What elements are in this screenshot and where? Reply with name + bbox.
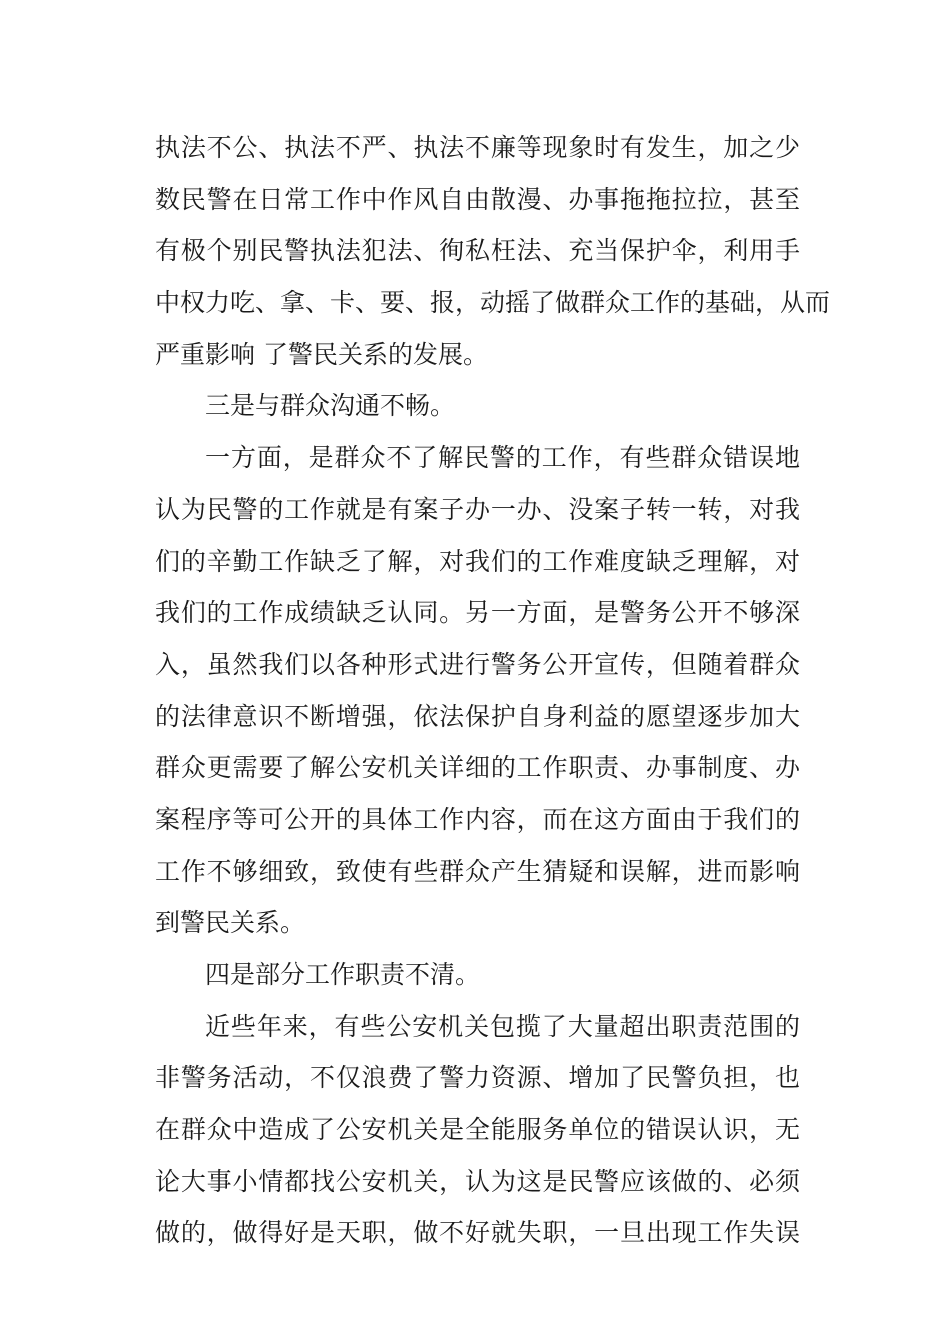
body-line: 认为民警的工作就是有案子办一办、没案子转一转，对我	[155, 494, 800, 524]
body-line: 近些年来，有些公安机关包揽了大量超出职责范围的	[205, 1011, 800, 1041]
body-line: 到警民关系。	[155, 908, 306, 938]
body-line: 有极个别民警执法犯法、徇私枉法、充当保护伞，利用手	[155, 236, 800, 266]
section-heading: 四是部分工作职责不清。	[205, 960, 481, 989]
body-line: 工作不够细致，致使有些群众产生猜疑和误解，进而影响	[155, 856, 800, 886]
document-body	[155, 122, 831, 1259]
body-line: 中权力吃、拿、卡、要、报，动摇了做群众工作的基础，从而	[155, 288, 831, 318]
body-line: 严重影响 了警民关系的发展。	[155, 339, 488, 369]
body-line: 的法律意识不断增强，依法保护自身利益的愿望逐步加大	[155, 701, 800, 731]
body-line: 执法不公、执法不严、执法不廉等现象时有发生，加之少	[155, 133, 800, 162]
body-line: 们的辛勤工作缺乏了解，对我们的工作难度缺乏理解，对	[155, 546, 800, 576]
body-line: 我们的工作成绩缺乏认同。另一方面，是警务公开不够深	[155, 598, 800, 628]
body-line: 一方面，是群众不了解民警的工作，有些群众错误地	[205, 443, 800, 473]
body-line: 案程序等可公开的具体工作内容，而在这方面由于我们的	[155, 804, 800, 834]
body-line: 入，虽然我们以各种形式进行警务公开宣传，但随着群众	[155, 649, 800, 679]
section-heading: 三是与群众沟通不畅。	[205, 391, 456, 421]
body-line: 论大事小情都找公安机关，认为这是民警应该做的、必须	[155, 1166, 800, 1196]
body-line: 做的，做得好是天职，做不好就失职，一旦出现工作失误	[155, 1218, 800, 1248]
body-line: 在群众中造成了公安机关是全能服务单位的错误认识，无	[155, 1115, 800, 1145]
body-line: 群众更需要了解公安机关详细的工作职责、办事制度、办	[155, 753, 800, 783]
body-line: 非警务活动，不仅浪费了警力资源、增加了民警负担，也	[155, 1063, 800, 1093]
body-line: 数民警在日常工作中作风自由散漫、办事拖拖拉拉，甚至	[155, 184, 800, 214]
